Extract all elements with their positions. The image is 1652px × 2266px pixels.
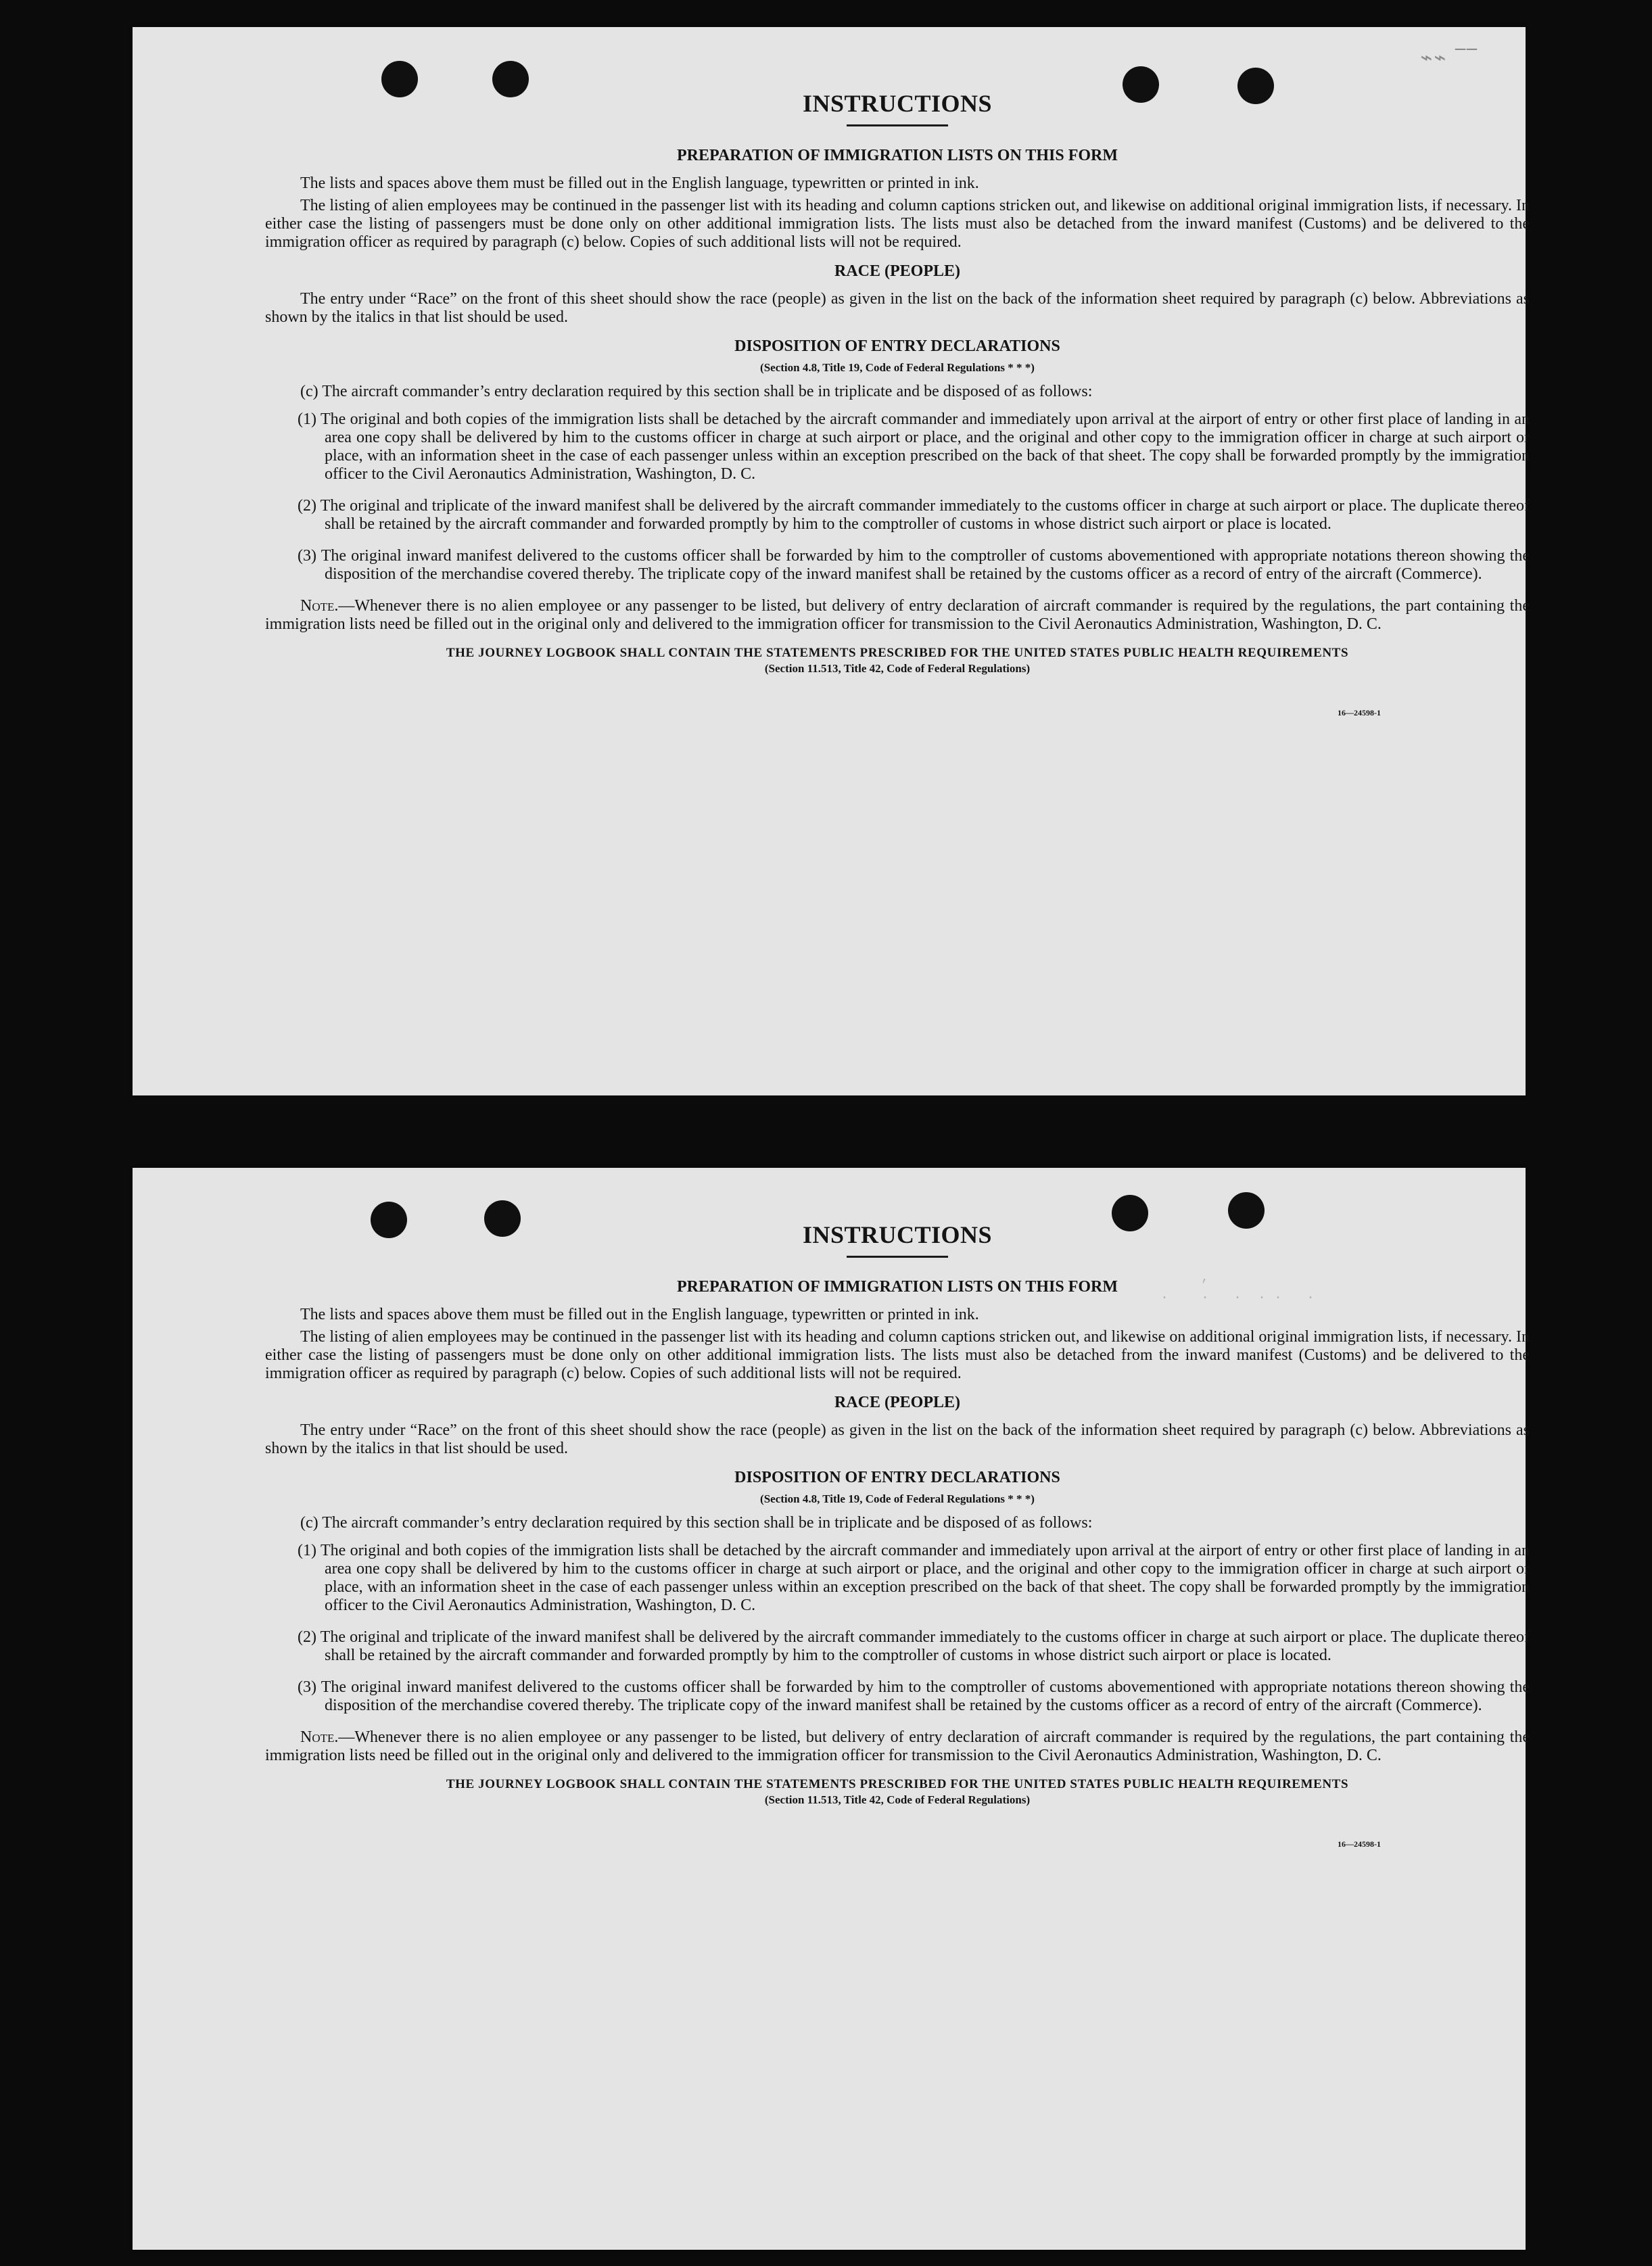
form-number: 16—24598-1 (1338, 708, 1381, 717)
page-title: INSTRUCTIONS (802, 90, 993, 117)
instructions-content (265, 89, 1530, 718)
prep-paragraph-1: The lists and spaces above them must be filled out in the English language, typewritten or printed in ink. (300, 174, 979, 192)
note-text: —Whenever there is no alien employee or any passenger to be listed, but delivery of entry declaration of aircraft commander is required by the regulations, the part containing the immigration lists need be filled out in the original only and delivered to the immigration officer for transmission to the Civil Aeronautics Administration, Washington, D. C. (265, 597, 1530, 633)
journey-logbook-reference: (Section 11.513, Title 42, Code of Federal Regulations) (764, 662, 1031, 675)
disposition-reference: (Section 4.8, Title 19, Code of Federal Regulations * * *) (760, 361, 1035, 374)
journey-logbook-statement: THE JOURNEY LOGBOOK SHALL CONTAIN THE STATEMENTS PRESCRIBED FOR THE UNITED STATES PUBLIC HEALTH REQUIREMENTS (446, 646, 1349, 660)
note-label: Note. (300, 597, 339, 615)
prep-heading: PREPARATION OF IMMIGRATION LISTS ON THIS FORM (676, 1278, 1118, 1296)
disposition-reference: (Section 4.8, Title 19, Code of Federal Regulations * * *) (760, 1492, 1035, 1505)
margin-pencil-mark: ⌁⌁ ‾‾ (1420, 46, 1478, 70)
race-heading: RACE (PEOPLE) (834, 1394, 960, 1411)
journey-logbook-statement: THE JOURNEY LOGBOOK SHALL CONTAIN THE STATEMENTS PRESCRIBED FOR THE UNITED STATES PUBLIC HEALTH REQUIREMENTS (446, 1777, 1349, 1791)
disposition-item-3: (3) The original inward manifest delivered to the customs officer shall be forwarded by him to the comptroller of customs abovementioned with appropriate notations thereon showing the disposition of the merchandise covered thereby. The triplicate copy of the inward manifest shall be retained by the customs officer as a record of entry of the aircraft (Commerce). (298, 1678, 1530, 1714)
note-paragraph (265, 597, 1530, 634)
instruction-sheet-top (133, 27, 1530, 1095)
instructions-content (265, 1221, 1530, 1849)
prep-heading: PREPARATION OF IMMIGRATION LISTS ON THIS FORM (676, 147, 1118, 164)
race-heading: RACE (PEOPLE) (834, 262, 960, 280)
disposition-item-3: (3) The original inward manifest delivered to the customs officer shall be forwarded by him to the comptroller of customs abovementioned with appropriate notations thereon showing the disposition of the merchandise covered thereby. The triplicate copy of the inward manifest shall be retained by the customs officer as a record of entry of the aircraft (Commerce). (298, 547, 1530, 583)
disposition-item-1: (1) The original and both copies of the immigration lists shall be detached by the aircraft commander and immediately upon arrival at the airport of entry or other first place of landing in an area one copy shall be delivered by him to the customs officer in charge at such airport or place, and the original and other copy to the immigration officer in charge at such airport or place, with an information sheet in the case of each passenger unless within an exception prescribed on the back of that sheet. The copy shall be forwarded promptly by the immigration officer to the Civil Aeronautics Administration, Washington, D. C. (298, 1542, 1530, 1614)
prep-paragraph-2: The listing of alien employees may be continued in the passenger list with its heading and column captions stricken out, and likewise on additional original immigration lists, if necessary. In either case the listing of passengers must be done only on other additional immigration lists. The lists must also be detached from the inward manifest (Customs) and be delivered to the immigration officer as required by paragraph (c) below. Copies of such additional lists will not be required. (265, 1328, 1530, 1382)
disposition-lead: (c) The aircraft commander’s entry declaration required by this section shall be in triplicate and be disposed of as follows: (300, 383, 1093, 400)
title-underline (847, 1256, 948, 1258)
page-title: INSTRUCTIONS (802, 1221, 993, 1248)
prep-paragraph-2: The listing of alien employees may be continued in the passenger list with its heading and column captions stricken out, and likewise on additional original immigration lists, if necessary. In either case the listing of passengers must be done only on other additional immigration lists. The lists must also be detached from the inward manifest (Customs) and be delivered to the immigration officer as required by paragraph (c) below. Copies of such additional lists will not be required. (265, 197, 1530, 251)
disposition-lead: (c) The aircraft commander’s entry declaration required by this section shall be in triplicate and be disposed of as follows: (300, 1514, 1093, 1532)
note-label: Note. (300, 1728, 339, 1746)
disposition-heading: DISPOSITION OF ENTRY DECLARATIONS (734, 1469, 1060, 1486)
note-paragraph (265, 1728, 1530, 1765)
disposition-item-1: (1) The original and both copies of the immigration lists shall be detached by the aircraft commander and immediately upon arrival at the airport of entry or other first place of landing in an area one copy shall be delivered by him to the customs officer in charge at such airport or place, and the original and other copy to the immigration officer in charge at such airport or place, with an information sheet in the case of each passenger unless within an exception prescribed on the back of that sheet. The copy shall be forwarded promptly by the immigration officer to the Civil Aeronautics Administration, Washington, D. C. (298, 410, 1530, 483)
instruction-sheet-bottom (133, 1168, 1530, 2250)
note-text: —Whenever there is no alien employee or any passenger to be listed, but delivery of entry declaration of aircraft commander is required by the regulations, the part containing the immigration lists need be filled out in the original only and delivered to the immigration officer for transmission to the Civil Aeronautics Administration, Washington, D. C. (265, 1728, 1530, 1764)
prep-paragraph-1: The lists and spaces above them must be filled out in the English language, typewritten or printed in ink. (300, 1306, 979, 1323)
disposition-item-2: (2) The original and triplicate of the inward manifest shall be delivered by the aircraft commander immediately to the customs officer in charge at such airport or place. The duplicate thereof shall be retained by the aircraft commander and forwarded promptly by him to the comptroller of customs in whose district such airport or place is located. (298, 497, 1530, 533)
disposition-heading: DISPOSITION OF ENTRY DECLARATIONS (734, 337, 1060, 355)
race-paragraph: The entry under “Race” on the front of this sheet should show the race (people) as given in the list on the back of the information sheet required by paragraph (c) below. Abbreviations as shown by the italics in that list should be used. (265, 1421, 1530, 1457)
form-number: 16—24598-1 (1338, 1839, 1381, 1849)
bleed-through-text: , . . . . . . (1160, 1270, 1315, 1303)
disposition-item-2: (2) The original and triplicate of the inward manifest shall be delivered by the aircraft commander immediately to the customs officer in charge at such airport or place. The duplicate thereof shall be retained by the aircraft commander and forwarded promptly by him to the comptroller of customs in whose district such airport or place is located. (298, 1628, 1530, 1664)
race-paragraph: The entry under “Race” on the front of this sheet should show the race (people) as given in the list on the back of the information sheet required by paragraph (c) below. Abbreviations as shown by the italics in that list should be used. (265, 290, 1530, 326)
title-underline (847, 124, 948, 126)
journey-logbook-reference: (Section 11.513, Title 42, Code of Federal Regulations) (764, 1793, 1031, 1806)
